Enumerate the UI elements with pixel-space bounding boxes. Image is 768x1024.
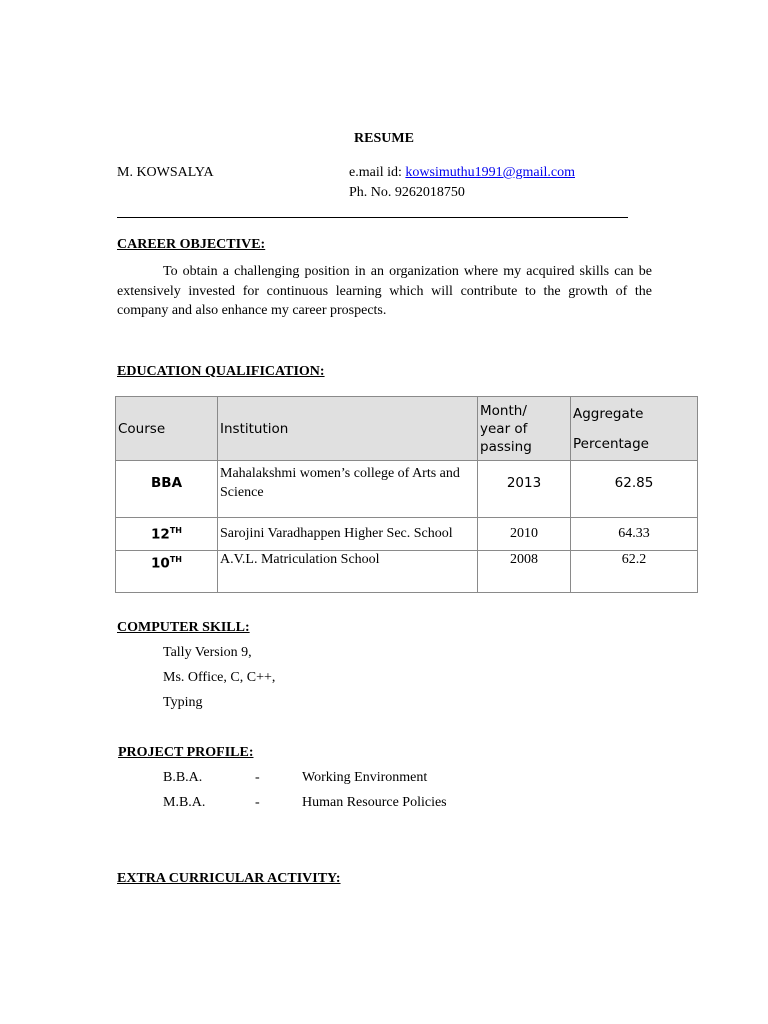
table-row xyxy=(116,551,698,593)
header-institution: Institution xyxy=(218,397,478,461)
career-objective-heading: CAREER OBJECTIVE: xyxy=(117,237,266,252)
career-objective-text: To obtain a challenging position in an organization where my acquired skills can be extensively invested for continuous learning which will contribute to the growth of the company and also enhance my career prospects. xyxy=(117,264,652,318)
skill-item: Ms. Office, C, C++, xyxy=(163,670,276,685)
computer-skill-heading: COMPUTER SKILL: xyxy=(117,620,250,635)
candidate-name: M. KOWSALYA xyxy=(117,165,214,180)
header-course: Course xyxy=(116,397,218,461)
education-table xyxy=(115,396,698,593)
row-course: 10TH xyxy=(116,551,218,593)
email-link[interactable]: kowsimuthu1991@gmail.com xyxy=(405,165,575,180)
project-degree: B.B.A. xyxy=(163,770,203,785)
table-row xyxy=(116,518,698,551)
row-year: 2013 xyxy=(478,461,571,518)
row-course: BBA xyxy=(116,461,218,518)
extra-curricular-heading: EXTRA CURRICULAR ACTIVITY: xyxy=(117,871,341,886)
header-aggregate: Aggregate Percentage xyxy=(571,397,698,461)
phone-number: Ph. No. 9262018750 xyxy=(349,185,465,200)
row-percentage: 62.2 xyxy=(571,551,698,593)
row-institution: Sarojini Varadhappen Higher Sec. School xyxy=(218,518,478,551)
header-month-year: Month/ year of passing xyxy=(478,397,571,461)
project-profile-heading: PROJECT PROFILE: xyxy=(118,745,254,760)
email-label: e.mail id: xyxy=(349,165,406,180)
document-title: RESUME xyxy=(354,131,414,146)
table-row xyxy=(116,461,698,518)
row-year: 2008 xyxy=(478,551,571,593)
project-title: Human Resource Policies xyxy=(302,795,447,810)
row-institution: Mahalakshmi women’s college of Arts and Science xyxy=(218,461,478,518)
project-dash: - xyxy=(255,795,260,810)
row-percentage: 62.85 xyxy=(571,461,698,518)
row-course: 12TH xyxy=(116,518,218,551)
project-dash: - xyxy=(255,770,260,785)
header-divider xyxy=(117,217,628,218)
education-table-header xyxy=(116,397,698,461)
project-degree: M.B.A. xyxy=(163,795,206,810)
row-year: 2010 xyxy=(478,518,571,551)
skill-item: Typing xyxy=(163,695,203,710)
email-line xyxy=(349,165,575,181)
skill-item: Tally Version 9, xyxy=(163,645,252,660)
row-percentage: 64.33 xyxy=(571,518,698,551)
row-institution: A.V.L. Matriculation School xyxy=(218,551,478,593)
education-heading: EDUCATION QUALIFICATION: xyxy=(117,364,325,379)
project-title: Working Environment xyxy=(302,770,428,785)
